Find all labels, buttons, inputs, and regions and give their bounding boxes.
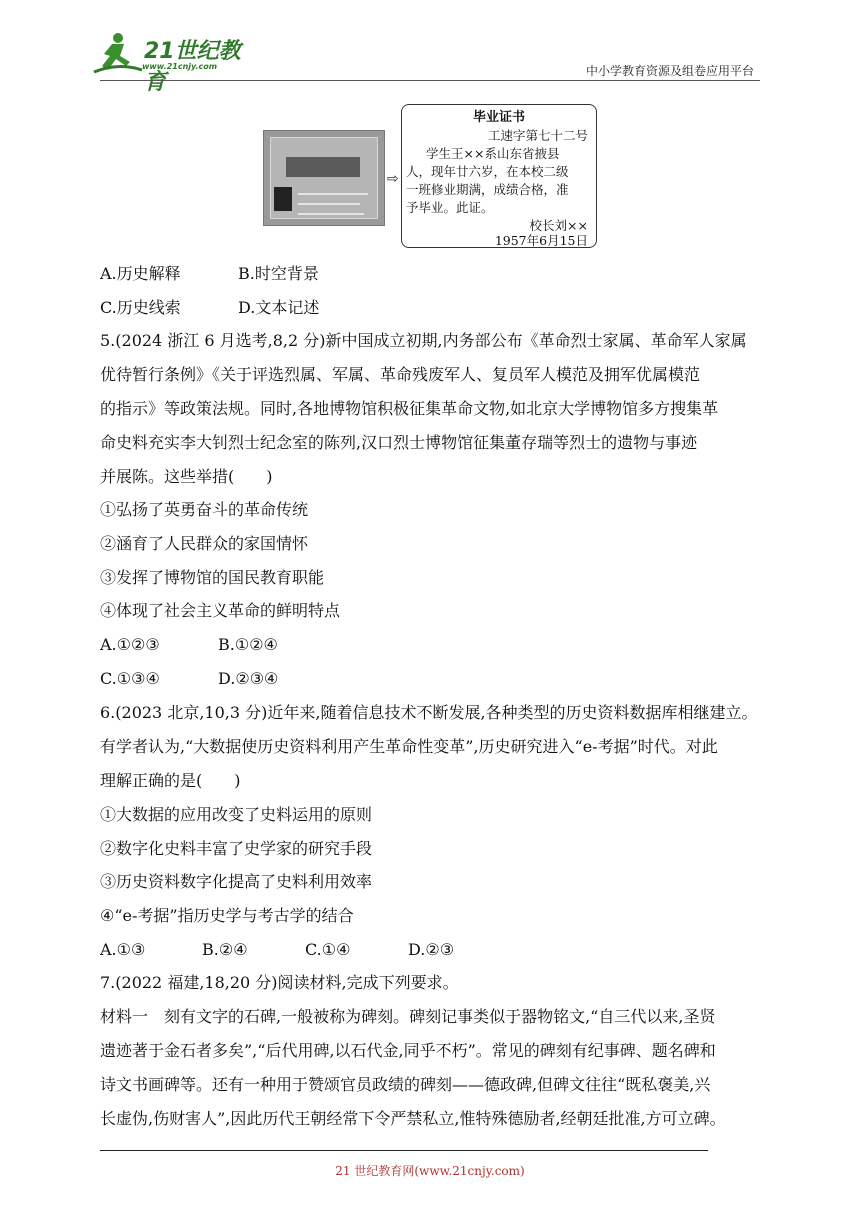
arrow-right-icon: ⇨ — [387, 171, 399, 187]
q6-item: ①大数据的应用改变了史料运用的原则 — [100, 805, 373, 824]
q6-stem-line: 有学者认为,“大数据使历史资料利用产生革命性变革”,历史研究进入“e-考据”时代。对此 — [100, 737, 718, 756]
q6-stem-line: 理解正确的是( ) — [100, 771, 241, 790]
platform-slogan: 中小学教育资源及组卷应用平台 — [585, 64, 754, 78]
q6-option-b[interactable]: B.②④ — [202, 940, 248, 959]
q5-option-c[interactable]: C.①③④ — [100, 669, 160, 688]
q5-item: ②涵育了人民群众的家国情怀 — [100, 534, 309, 553]
cert-line: 1957年6月15日 — [494, 233, 588, 248]
certificate-title: 毕业证书 — [472, 110, 525, 125]
q5-stem-line: 5.(2024 浙江 6 月选考,8,2 分)新中国成立初期,内务部公布《革命烈士家属、革命军人家属 — [100, 331, 747, 350]
q6-item: ④“e-考据”指历史学与考古学的结合 — [100, 906, 354, 925]
q4-option-b[interactable]: B.时空背景 — [238, 264, 319, 283]
certificate-figure — [263, 104, 598, 250]
q7-material-line: 材料一 刻有文字的石碑,一般被称为碑刻。碑刻记事类似于器物铭文,“自三代以来,圣贤 — [100, 1007, 716, 1026]
q5-stem-line: 命史料充实李大钊烈士纪念室的陈列,汉口烈士博物馆征集董存瑞等烈士的遗物与事迹 — [100, 433, 698, 452]
site-logo[interactable] — [92, 32, 262, 95]
footer-divider — [100, 1150, 708, 1151]
q5-stem-line: 的指示》等政策法规。同时,各地博物馆积极征集革命文物,如北京大学博物馆多方搜集革 — [100, 399, 719, 418]
cert-line: 人，现年廿六岁，在本校二级 — [406, 164, 569, 179]
q4-option-c[interactable]: C.历史线索 — [100, 298, 181, 317]
q6-option-d[interactable]: D.②③ — [408, 940, 455, 959]
q5-stem-line: 并展陈。这些举措( ) — [100, 467, 273, 486]
q7-material-line: 长虚伪,伤财害人”,因此历代王朝经常下令严禁私立,惟特殊德励者,经朝廷批准,方可立碑。 — [100, 1109, 726, 1128]
q5-option-d[interactable]: D.②③④ — [218, 669, 279, 688]
q7-material-line: 诗文书画碑等。还有一种用于赞颂官员政绩的碑刻——德政碑,但碑文往往“既私褒美,兴 — [100, 1075, 711, 1094]
q6-stem-line: 6.(2023 北京,10,3 分)近年来,随着信息技术不断发展,各种类型的历史资料数据库相继建立。 — [100, 703, 758, 722]
q4-option-d[interactable]: D.文本记述 — [238, 298, 320, 317]
cert-line: 一班修业期满，成绩合格，准 — [406, 182, 569, 197]
certificate-transcription — [401, 104, 597, 248]
q5-item: ③发挥了博物馆的国民教育职能 — [100, 568, 325, 587]
q6-option-c[interactable]: C.①④ — [305, 940, 351, 959]
q4-option-a[interactable]: A.历史解释 — [100, 264, 181, 283]
certificate-photo — [263, 130, 385, 226]
q5-stem-line: 优待暂行条例》《关于评选烈属、军属、革命残废军人、复员军人模范及拥军优属模范 — [100, 365, 701, 384]
cert-line: 工速字第七十二号 — [487, 128, 588, 143]
q7-material-line: 遗迹著于金石者多矣”,“后代用碑,以石代金,同乎不朽”。常见的碑刻有纪事碑、题名碑和 — [100, 1041, 716, 1060]
q6-item: ③历史资料数字化提高了史料利用效率 — [100, 872, 373, 891]
portrait-image — [274, 187, 292, 211]
footer-link[interactable]: 21 世纪教育网(www.21cnjy.com) — [335, 1164, 525, 1178]
cert-line: 学生王××系山东省掖县 — [426, 146, 560, 161]
runner-logo-icon — [92, 32, 144, 76]
cert-line: 校长刘×× — [529, 218, 588, 233]
logo-url: www.21cnjy.com — [142, 62, 218, 71]
q5-item: ④体现了社会主义革命的鲜明特点 — [100, 601, 341, 620]
q6-item: ②数字化史料丰富了史学家的研究手段 — [100, 839, 373, 858]
logo-text: 21世纪教育 — [144, 39, 241, 95]
header-divider — [100, 80, 760, 81]
q7-stem-line: 7.(2022 福建,18,20 分)阅读材料,完成下列要求。 — [100, 973, 459, 992]
q6-option-a[interactable]: A.①③ — [100, 940, 146, 959]
q5-option-b[interactable]: B.①②④ — [218, 635, 278, 654]
q5-option-a[interactable]: A.①②③ — [100, 635, 160, 654]
cert-line: 予毕业。此证。 — [406, 200, 494, 215]
page-header — [0, 0, 860, 95]
q5-item: ①弘扬了英勇奋斗的革命传统 — [100, 500, 309, 519]
